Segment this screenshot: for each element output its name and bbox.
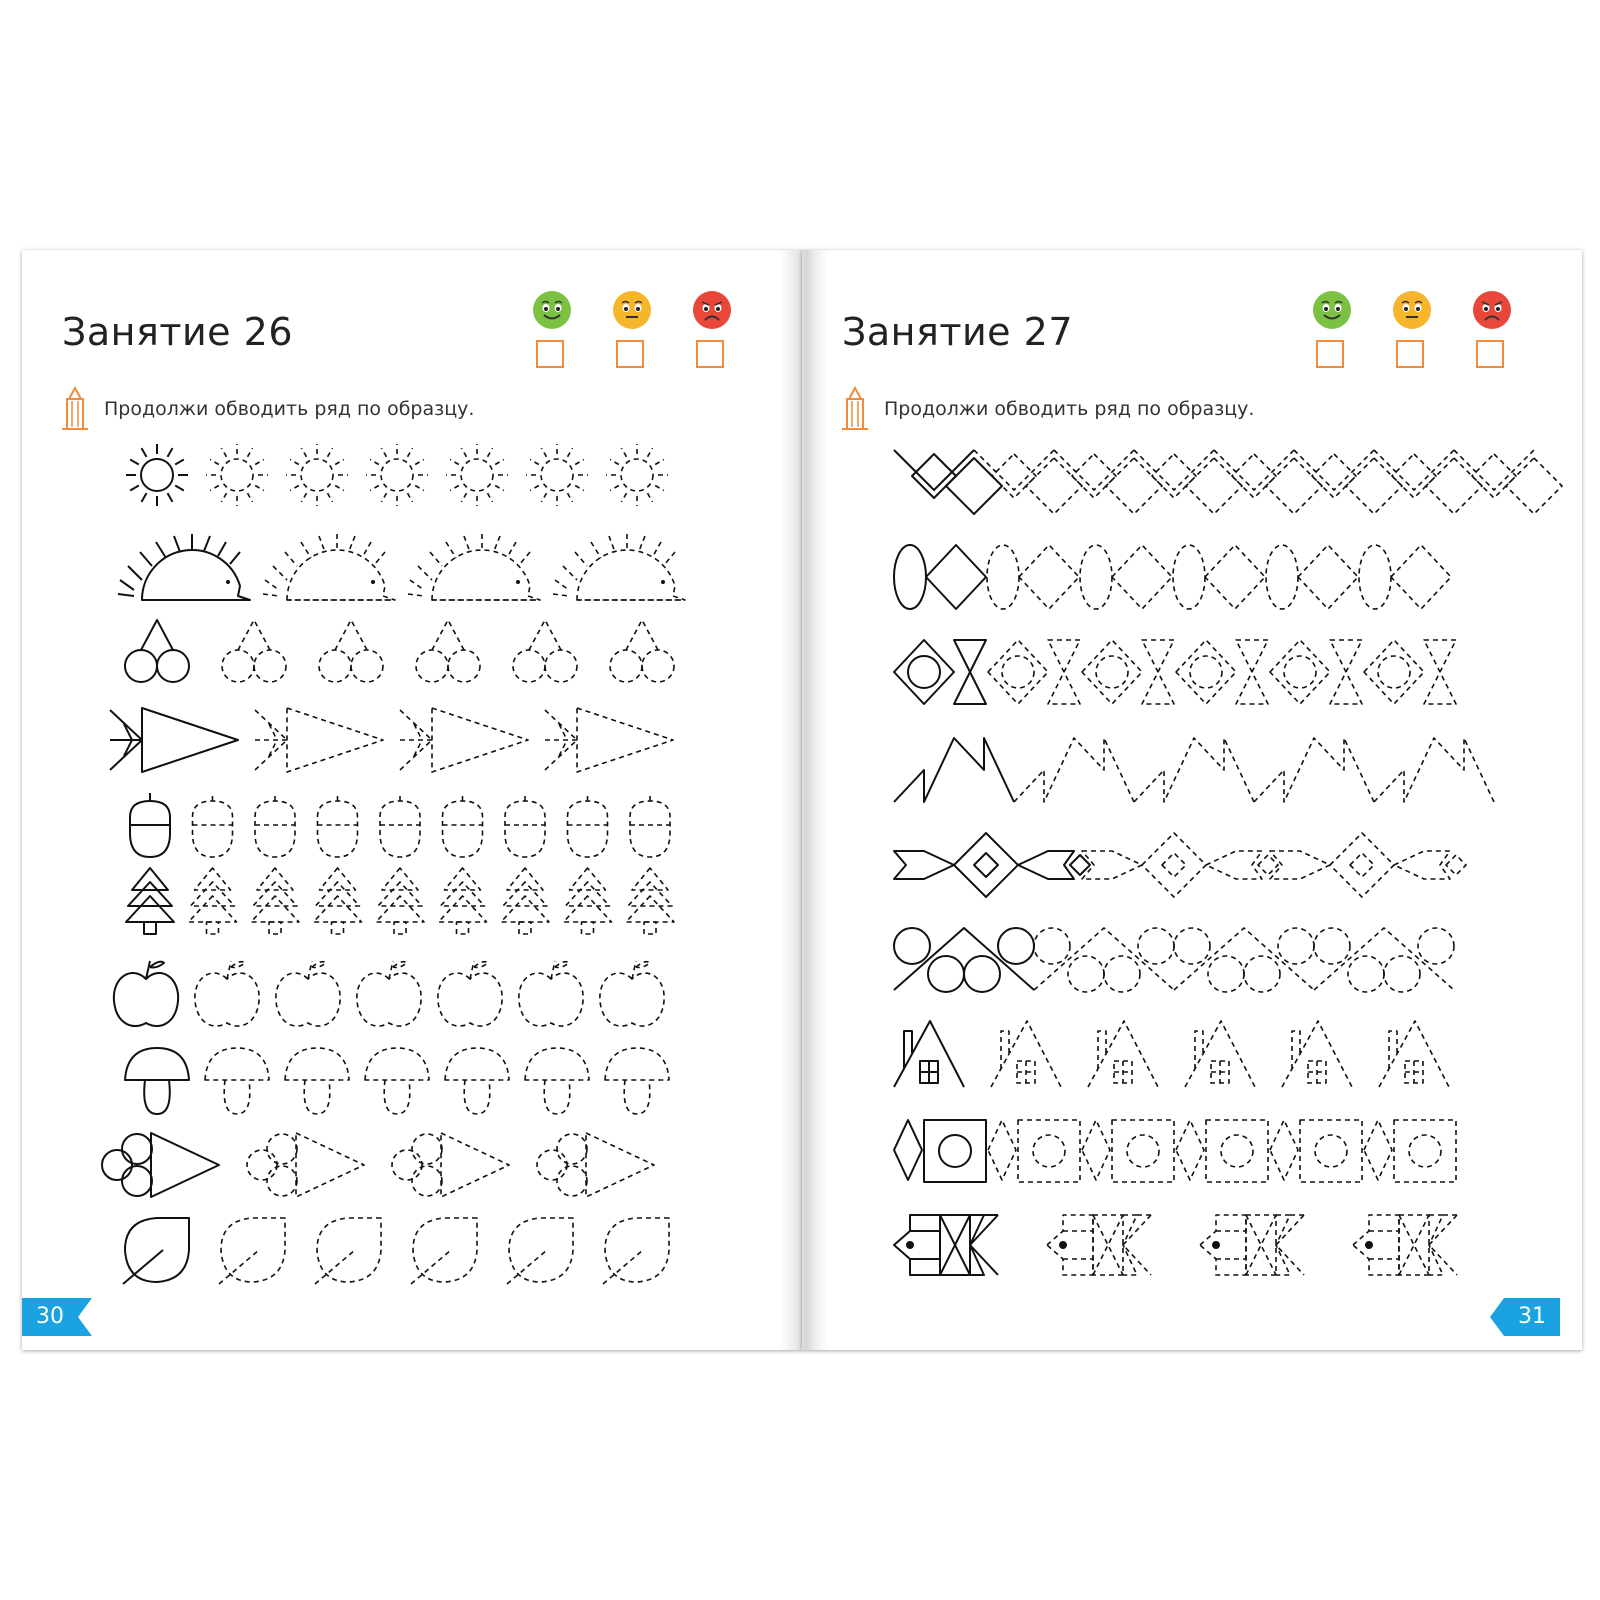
diamond-zigzag-row	[894, 450, 1562, 514]
fish-figure	[1353, 1215, 1457, 1275]
arrow-figure	[545, 708, 673, 772]
mushroom-figure	[445, 1048, 509, 1114]
right-page	[802, 250, 1582, 1350]
circles-triangle-group	[1174, 928, 1314, 992]
cherries-figure	[222, 620, 286, 682]
fir-tree-figure	[626, 868, 674, 934]
page-number-badge	[1490, 1298, 1560, 1336]
circles-triangles-row	[894, 928, 1454, 992]
acorn-figure	[193, 793, 233, 857]
mushroom-figure	[525, 1048, 589, 1114]
diamond-square-pair	[894, 1120, 986, 1182]
hourglass-diamond-row	[894, 640, 1456, 704]
zigzag-segment	[1374, 738, 1494, 802]
sun-figure	[606, 444, 668, 506]
bow-diamond-row	[894, 833, 1466, 897]
hedgehog-figure	[263, 534, 395, 600]
oval-diamond-pair	[894, 545, 986, 609]
circles-triangle-group	[1034, 928, 1174, 992]
hourglass-diamond-pair	[1364, 640, 1456, 704]
sun-figure	[366, 444, 428, 506]
grapes-figure	[247, 1133, 364, 1197]
cherries-figure	[513, 620, 577, 682]
tracing-exercises-right	[802, 250, 1582, 1350]
cherries-figure	[610, 620, 674, 682]
diamond-square-pair	[988, 1120, 1080, 1182]
bow-diamond-group	[1082, 833, 1278, 897]
acorn-figure	[130, 793, 170, 857]
acorn-figure	[380, 793, 420, 857]
cherries-figure	[416, 620, 480, 682]
page-number: 31	[1518, 1304, 1546, 1329]
fish-figure	[894, 1215, 998, 1275]
mushroom-figure	[285, 1048, 349, 1114]
acorn-figure	[568, 793, 608, 857]
sun-figure	[526, 444, 588, 506]
house-figure	[1282, 1021, 1352, 1087]
bow-diamond-group	[1270, 833, 1466, 897]
mushroom-figure	[605, 1048, 669, 1114]
fir-tree-figure	[251, 868, 299, 934]
zigzag-segment	[1014, 738, 1134, 802]
instruction-text: Продолжи обводить ряд по образцу.	[104, 398, 475, 420]
sun-figure	[286, 444, 348, 506]
acorn-figure	[443, 793, 483, 857]
sun-figure	[126, 444, 188, 506]
zigzag-segment	[894, 738, 1014, 802]
apple-figure	[276, 961, 340, 1026]
diamond-square-pair	[1364, 1120, 1456, 1182]
book-spine	[780, 250, 828, 1350]
arrow-figure	[110, 708, 238, 772]
diamond-square-pair	[1270, 1120, 1362, 1182]
leaf-figure	[123, 1218, 189, 1284]
tracing-exercises-left	[22, 250, 802, 1350]
bow-diamond-group	[894, 833, 1090, 897]
apple-figure	[519, 961, 583, 1026]
fish-row	[894, 1215, 1457, 1275]
leaf-figure	[507, 1218, 573, 1284]
house-figure	[1185, 1021, 1255, 1087]
zigzag-segment	[974, 450, 1082, 514]
fish-figure	[1200, 1215, 1304, 1275]
leaf-figure	[411, 1218, 477, 1284]
zigzag-segment	[1134, 450, 1242, 514]
hourglass-diamond-pair	[1176, 640, 1268, 704]
sun-figure	[446, 444, 508, 506]
zigzag-segment	[894, 450, 1002, 514]
house-row	[894, 1021, 1449, 1087]
hourglass-diamond-pair	[894, 640, 986, 704]
oval-diamond-row	[894, 545, 1451, 609]
zigzag-segment	[1294, 450, 1402, 514]
arrow-figure	[400, 708, 528, 772]
fir-tree-figure	[376, 868, 424, 934]
hedgehog-figure	[408, 534, 540, 600]
mushroom-figure	[125, 1048, 189, 1114]
grapes-figure	[537, 1133, 654, 1197]
square-circle-diamond-row	[894, 1120, 1456, 1182]
hedgehog-figure	[118, 534, 250, 600]
arrow-figure	[255, 708, 383, 772]
circles-triangle-group	[1314, 928, 1454, 992]
fir-tree-figure	[189, 868, 237, 934]
zigzag-segment	[1214, 450, 1322, 514]
hourglass-diamond-pair	[1082, 640, 1174, 704]
acorn-figure	[318, 793, 358, 857]
grapes-figure	[102, 1133, 219, 1197]
oval-diamond-pair	[1080, 545, 1172, 609]
left-page	[22, 250, 802, 1350]
leaf-figure	[603, 1218, 669, 1284]
house-figure	[1379, 1021, 1449, 1087]
page-title: Занятие 27	[842, 310, 1073, 354]
fish-figure	[1047, 1215, 1151, 1275]
hourglass-diamond-pair	[1270, 640, 1362, 704]
page-number: 30	[36, 1304, 64, 1329]
zigzag-segment	[1254, 738, 1374, 802]
cherries-figure	[125, 620, 189, 682]
grapes-figure	[392, 1133, 509, 1197]
fir-tree-figure	[314, 868, 362, 934]
fir-tree-figure	[564, 868, 612, 934]
apple-figure	[357, 961, 421, 1026]
apple-figure	[114, 961, 178, 1026]
leaf-figure	[315, 1218, 381, 1284]
zigzag-segment	[1134, 738, 1254, 802]
house-figure	[894, 1021, 964, 1087]
page-number-badge	[22, 1298, 92, 1336]
mushroom-figure	[205, 1048, 269, 1114]
diamond-square-pair	[1082, 1120, 1174, 1182]
apple-figure	[600, 961, 664, 1026]
cherries-figure	[319, 620, 383, 682]
apple-figure	[195, 961, 259, 1026]
oval-diamond-pair	[1173, 545, 1265, 609]
house-figure	[1088, 1021, 1158, 1087]
mushroom-figure	[365, 1048, 429, 1114]
oval-diamond-pair	[1266, 545, 1358, 609]
zigzag-row	[894, 738, 1494, 802]
hourglass-diamond-pair	[988, 640, 1080, 704]
instruction-text: Продолжи обводить ряд по образцу.	[884, 398, 1255, 420]
house-figure	[991, 1021, 1061, 1087]
fir-tree-figure	[439, 868, 487, 934]
zigzag-segment	[1454, 450, 1562, 514]
fir-tree-figure	[501, 868, 549, 934]
oval-diamond-pair	[1359, 545, 1451, 609]
leaf-figure	[219, 1218, 285, 1284]
page-title: Занятие 26	[62, 310, 293, 354]
sun-figure	[206, 444, 268, 506]
acorn-figure	[505, 793, 545, 857]
hedgehog-figure	[553, 534, 685, 600]
oval-diamond-pair	[987, 545, 1079, 609]
acorn-figure	[255, 793, 295, 857]
circles-triangle-group	[894, 928, 1034, 992]
acorn-figure	[630, 793, 670, 857]
apple-figure	[438, 961, 502, 1026]
diamond-square-pair	[1176, 1120, 1268, 1182]
fir-tree-figure	[126, 868, 174, 934]
zigzag-segment	[1374, 450, 1482, 514]
zigzag-segment	[1054, 450, 1162, 514]
